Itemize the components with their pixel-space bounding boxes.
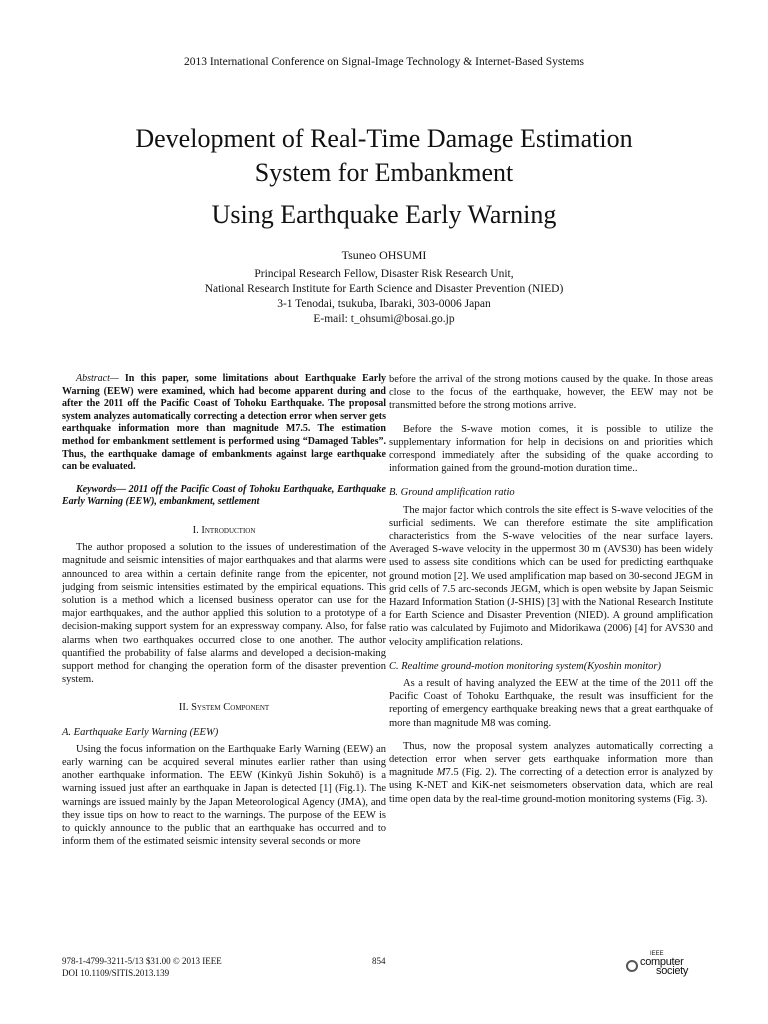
abstract-text: In this paper, some limitations about Earthquake Early Warning (EEW) were examined, which had become apparent during and after the 2011 off the Pacific Coast of Tohoku Earthquake. The proposal system analyzes automatically correcting a detection error when server gets earthquake information more than magnitude M7.5. The estimation method for embankment settlement is performed using “Damaged Tables”. Thus, the earthquake damage of embankments against large earthquake can be evaluated. <box>62 373 386 473</box>
author-name: Tsuneo OHSUMI <box>341 248 427 262</box>
title-line-2: System for Embankment <box>254 158 514 187</box>
subsection-c-text-2a: Thus, now the proposal system analyzes automatically correcting a detection error when server gets earthquake information more than magnitude <box>389 740 713 779</box>
right-paragraph-2: Before the S-wave motion comes, it is possible to utilize the supplementary information for help in decisions on and priorities which correspond immediately after the subsiding of the quake according to information gained from the ground-motion duration time.. <box>389 423 713 475</box>
subsection-c-text-1: As a result of having analyzed the EEW at the time of the 2011 off the Pacific Coast of Tohoku Earthquake, the result was insufficient for the reporting of emergency earthquake breaking news that a great earthquake of more than magnitude M8 was coming. <box>389 678 713 729</box>
introduction-text: The author proposed a solution to the issues of underestimation of the magnitude and seismic intensities of major earthquakes and that alarms were announced to area within a certain definite range from the epicenter, not judging from seismic intensities estimated by the empirical equations. This solution is a method which a licensed business operator can use for the major earthquakes, and the author applied this solution to a prototype of a decision-making support system for an expressway company. Also, for false alarms when two earthquakes occurred close to one another. The author quantified the probability of false alarms and developed a decision-making support method for changing the operation form of the disaster prevention system. <box>62 542 386 686</box>
logo-ieee-text: IEEE <box>650 951 664 957</box>
keywords-label: Keywords— <box>76 483 126 495</box>
footer-copyright <box>62 956 222 979</box>
subsection-a-text: Using the focus information on the Earthquake Early Warning (EEW) an early warning can be acquired several minutes earlier rather than using another earthquake information. The EEW (Kinkyū Jishin Sokuhō) is a warning issued just after an earthquake in Japan is detected [1] (Fig.1). The warnings are issued mainly by the Japan Meteorological Agency (JMA), and they issue tips on how to react to the warnings. The purpose of the EEW is to quickly announce to the public that an earthquake has occurred and to inform them of the estimated seismic intensity several seconds or more <box>62 743 386 848</box>
section-heading-system: II. System Component <box>178 702 270 714</box>
subsection-heading-c: C. Realtime ground-motion monitoring system(Kyoshin monitor) <box>389 660 662 672</box>
logo-mark-icon <box>626 960 638 972</box>
subsection-b-text: The major factor which controls the site effect is S-wave velocities of the surficial sediments. We can therefore estimate the site amplification characteristics from the S-wave velocities of the near surface layers. Averaged S-wave velocity in the uppermost 30 m (AVS30) has been widely used to assess site conditions which can be used for predicting earthquake ground motion [2]. We used amplification map based on 30-second JEGM in grid cells of 7.5 arc-seconds JEGM, which is open website by Japan Seismic Hazard Information Station (J-SHIS) [3] with the National Research Institute for Earth Science and Disaster Prevention (NIED). A ground amplification ratio was calculated by Fujimoto and Midorikawa (2006) [4] for AVS30 and velocity amplification relations. <box>389 504 713 648</box>
subsection-heading-b: B. Ground amplification ratio <box>389 487 515 499</box>
computer-society-logo <box>626 951 706 977</box>
author-address: 3-1 Tenodai, tsukuba, Ibaraki, 303-0006 Japan <box>277 298 491 310</box>
author-institute: National Research Institute for Earth Science and Disaster Prevention (NIED) <box>204 283 564 295</box>
footer-doi: DOI 10.1109/SITIS.2013.139 <box>62 967 170 978</box>
abstract-label: Abstract— <box>76 373 119 384</box>
footer-isbn: 978-1-4799-3211-5/13 $31.00 © 2013 IEEE <box>62 956 222 966</box>
abstract <box>62 373 386 474</box>
subsection-c-text-2b: 7.5 (Fig. 2). The correcting of a detection error is analyzed by using K-NET and KiK-net seismometers observation data, which are real time open data by the real-time ground-motion monitoring systems (Fig. 3). <box>389 767 713 805</box>
right-column <box>389 373 713 806</box>
section-heading-introduction: I. Introduction <box>192 524 256 536</box>
right-paragraph-1: before the arrival of the strong motions caused by the quake. In those areas close to the focus of the earthquake, however, the EEW may not be transmitted before the strong motions arrive. <box>389 374 713 412</box>
logo-text-society: society <box>656 965 689 977</box>
author-email: E-mail: t_ohsumi@bosai.go.jp <box>313 313 455 325</box>
magnitude-symbol: M <box>436 767 446 779</box>
paper-title <box>0 122 768 232</box>
subsection-c-text-2 <box>389 740 713 806</box>
keywords-text: 2011 off the Pacific Coast of Tohoku Earthquake, Earthquake Early Warning (EEW), embankment, settlement <box>62 483 386 508</box>
title-line-1: Development of Real-Time Damage Estimation <box>135 124 633 153</box>
keywords <box>62 484 386 509</box>
subsection-heading-a: A. Earthquake Early Warning (EEW) <box>62 726 219 738</box>
author-position: Principal Research Fellow, Disaster Risk Research Unit, <box>254 268 514 280</box>
title-line-3: Using Earthquake Early Warning <box>211 200 557 229</box>
conference-header: 2013 International Conference on Signal-Image Technology & Internet-Based Systems <box>183 56 585 68</box>
left-column <box>62 373 386 848</box>
page-number: 854 <box>372 956 386 966</box>
logo-text-computer: computer <box>640 956 684 968</box>
author-block <box>0 248 768 327</box>
